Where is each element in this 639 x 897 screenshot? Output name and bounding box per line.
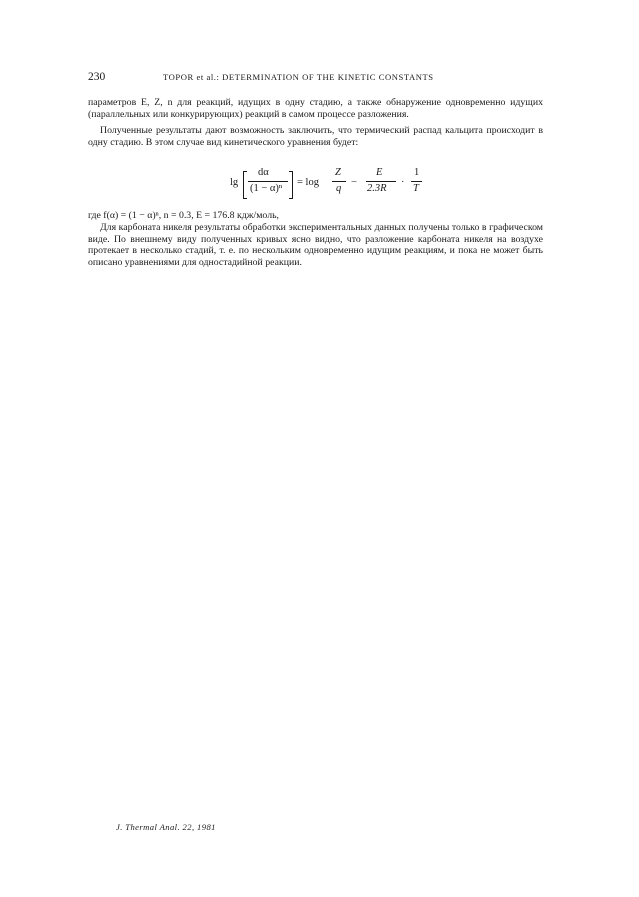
- body-paragraph-nickel-carbonate: [88, 222, 543, 269]
- formula-denominator-t: T: [413, 183, 419, 194]
- formula-dot: ·: [401, 177, 405, 188]
- formula-equals-log: = log: [297, 177, 319, 188]
- fraction-line-z: [332, 181, 346, 182]
- formula-denominator-q: q: [336, 183, 342, 194]
- kinetic-equation: [230, 165, 530, 203]
- formula-numerator-dalpha: dα: [258, 167, 269, 178]
- journal-citation: J. Thermal Anal. 22, 1981: [116, 822, 216, 832]
- paragraph-text: где f(α) = (1 − α)ⁿ, n = 0.3, E = 176.8 кдж/моль,: [88, 210, 279, 221]
- formula-numerator-e: E: [376, 167, 383, 178]
- formula-lg: lg: [230, 177, 239, 188]
- formula-numerator-z: Z: [335, 167, 341, 178]
- fraction-line-e: [366, 181, 396, 182]
- page-number: 230: [88, 71, 106, 83]
- running-title: TOPOR et al.: DETERMINATION OF THE KINETIC CONSTANTS: [163, 72, 434, 82]
- body-paragraph-continued: [88, 97, 543, 120]
- formula-parameters: [88, 210, 543, 222]
- formula-numerator-one: 1: [414, 167, 420, 178]
- fraction-line-t: [411, 181, 422, 182]
- page-header: [88, 71, 543, 85]
- formula-denominator-one-minus-alpha: (1 − α)ⁿ: [250, 183, 283, 194]
- paragraph-text: параметров E, Z, n для реакций, идущих в одну стадию, а также обнаружение одновременно идущих (параллельных или конкурирующих) реакций в самом процессе разложения.: [88, 97, 543, 120]
- left-bracket: [243, 171, 247, 199]
- fraction-line-left: [248, 181, 288, 182]
- right-bracket: [289, 171, 293, 199]
- paragraph-text: Для карбоната никеля результаты обработки экспериментальных данных получены только в графическом виде. По внешнему виду полученных кривых ясно видно, что разложение карбоната никеля на воздухе протекает в несколько стадий, т. е. по нескольким одновременно идущим реакциям, и пока не может быть описано уравнениями для одностадийной реакции.: [88, 222, 543, 269]
- body-paragraph-calcite: [88, 125, 543, 148]
- formula-minus: −: [351, 177, 357, 188]
- paragraph-text: Полученные результаты дают возможность заключить, что термический распад кальцита происходит в одну стадию. В этом случае вид кинетического уравнения будет:: [88, 125, 543, 148]
- formula-denominator-2-3r: 2.3R: [367, 183, 387, 194]
